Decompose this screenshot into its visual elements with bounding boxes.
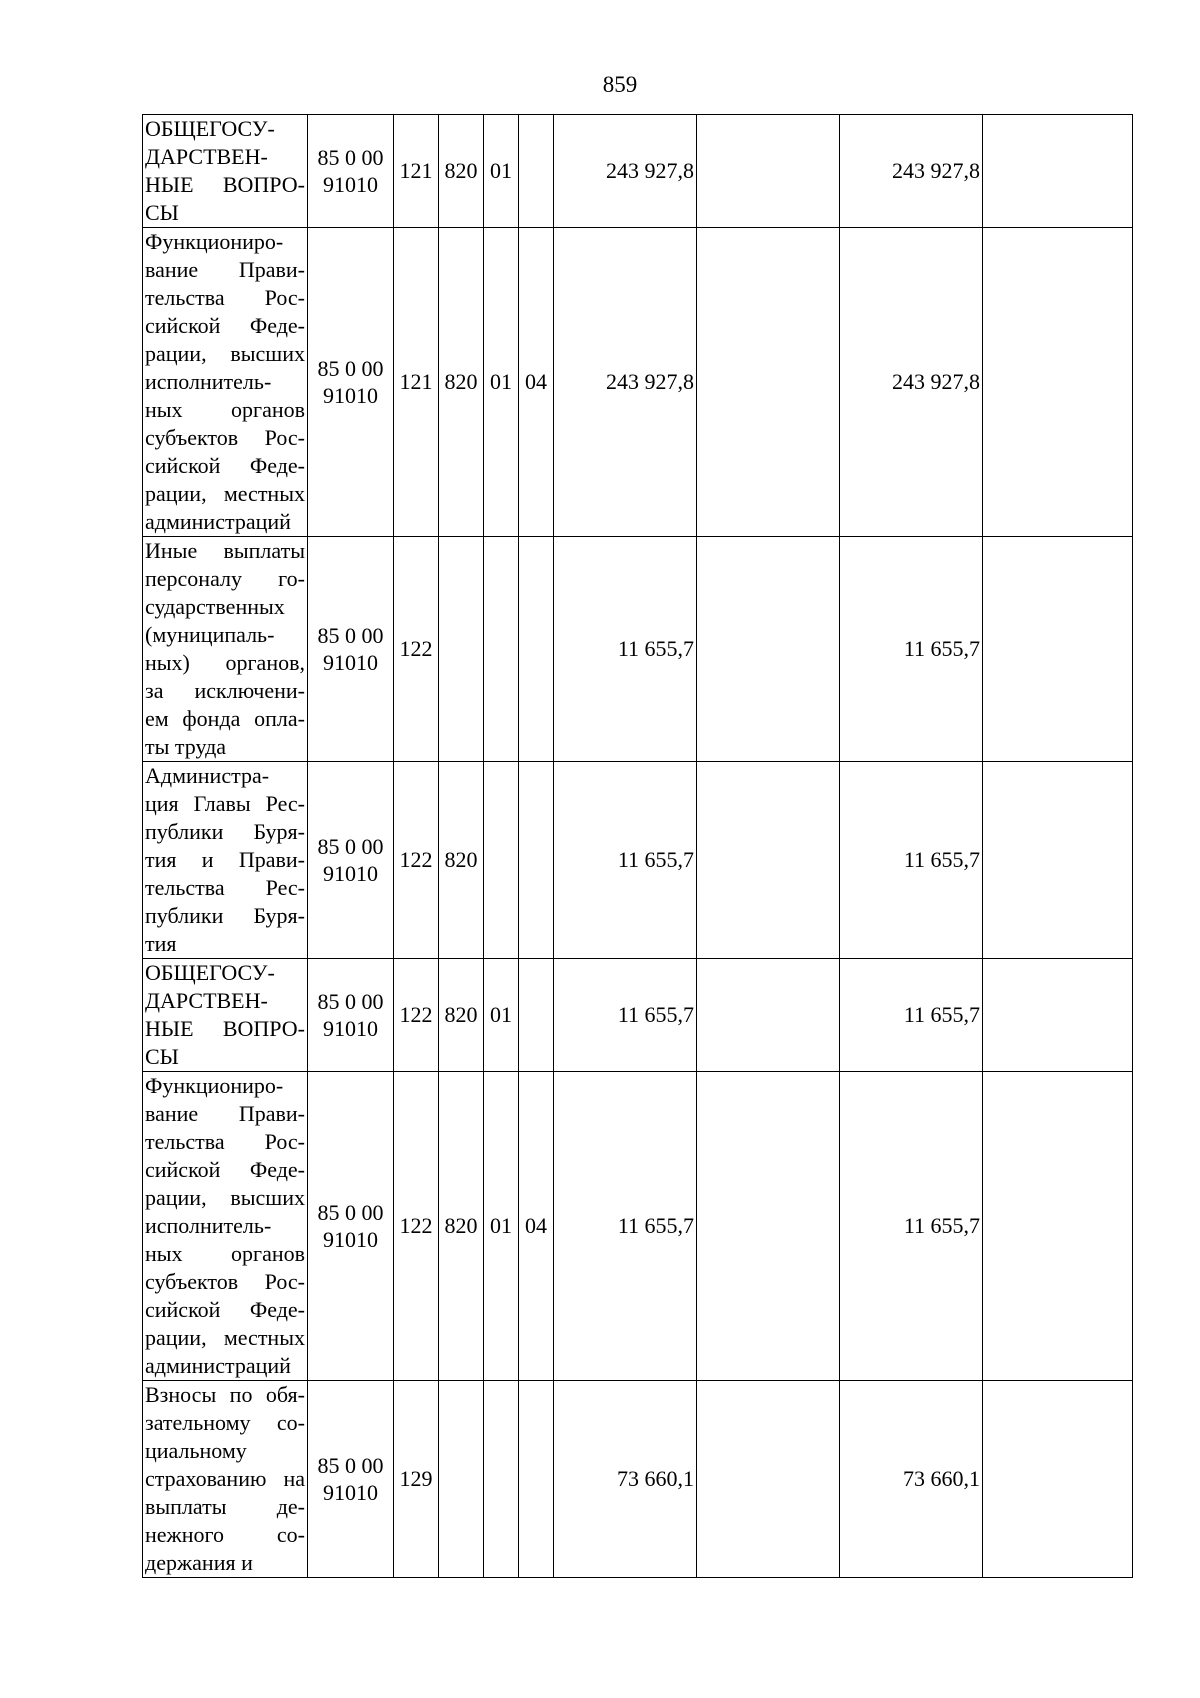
name-line: персоналу го- [145,566,305,591]
csr-line: 85 0 00 [317,623,384,648]
name-line: рации, высших [145,341,305,366]
name-line: тельства Рос- [145,285,305,310]
cell-sum1: 11 655,7 [554,762,697,959]
csr-line: 85 0 00 [317,145,384,170]
cell-grbs: 820 [439,1072,484,1381]
name-line: НЫЕ ВОПРО- [145,172,305,197]
name-line: НЫЕ ВОПРО- [145,1016,305,1041]
cell-csr [308,1072,394,1381]
name-line: исполнитель- [145,1213,272,1238]
cell-sum2 [697,115,840,228]
cell-grbs [439,1381,484,1578]
csr-line: 91010 [323,861,378,886]
cell-vr: 122 [394,959,439,1072]
cell-sum2 [697,1381,840,1578]
cell-sum3: 73 660,1 [840,1381,983,1578]
budget-table [142,114,1133,1578]
cell-name [143,1072,308,1381]
cell-sum4 [983,115,1133,228]
csr-line: 91010 [323,1016,378,1041]
name-line: субъектов Рос- [145,425,305,450]
name-line: держания и [145,1550,253,1575]
name-line: сийской Феде- [145,1157,305,1182]
cell-grbs: 820 [439,959,484,1072]
cell-sum2 [697,762,840,959]
cell-pr: 04 [519,1072,554,1381]
cell-rz [484,537,519,762]
cell-rz: 01 [484,1072,519,1381]
name-line: исполнитель- [145,369,272,394]
cell-rz [484,762,519,959]
name-line: тия и Прави- [145,847,305,872]
name-line: тия [145,931,177,956]
cell-vr: 121 [394,228,439,537]
csr-line: 91010 [323,383,378,408]
cell-sum1: 11 655,7 [554,537,697,762]
table-row [143,228,1133,537]
name-line: рации, местных [145,481,305,506]
cell-rz [484,1381,519,1578]
cell-name [143,228,308,537]
name-line: выплаты де- [145,1494,305,1519]
cell-sum1: 11 655,7 [554,1072,697,1381]
cell-sum4 [983,228,1133,537]
name-line: ДАРСТВЕН- [145,144,268,169]
name-line: ДАРСТВЕН- [145,988,268,1013]
cell-name [143,115,308,228]
table-body [143,115,1133,1578]
csr-line: 85 0 00 [317,834,384,859]
cell-sum2 [697,959,840,1072]
name-line: зательному со- [145,1410,305,1435]
cell-rz: 01 [484,228,519,537]
cell-sum3: 11 655,7 [840,537,983,762]
csr-line: 91010 [323,1227,378,1252]
cell-pr [519,115,554,228]
name-line: страхованию на [145,1466,305,1491]
table-row [143,762,1133,959]
cell-sum4 [983,1381,1133,1578]
name-line: сийской Феде- [145,453,305,478]
cell-sum4 [983,1072,1133,1381]
csr-line: 85 0 00 [317,356,384,381]
name-line: тельства Рос- [145,1129,305,1154]
name-line: Функциониро- [145,229,284,254]
csr-line: 91010 [323,172,378,197]
cell-sum2 [697,537,840,762]
name-line: Администра- [145,763,270,788]
name-line: сийской Феде- [145,313,305,338]
table-row [143,959,1133,1072]
cell-csr [308,1381,394,1578]
cell-name [143,1381,308,1578]
table-row [143,537,1133,762]
cell-csr [308,115,394,228]
csr-line: 85 0 00 [317,989,384,1014]
cell-name [143,537,308,762]
name-line: ных органов [145,397,305,422]
cell-sum1: 73 660,1 [554,1381,697,1578]
cell-csr [308,762,394,959]
cell-name [143,959,308,1072]
csr-line: 91010 [323,1480,378,1505]
csr-line: 91010 [323,650,378,675]
cell-pr [519,1381,554,1578]
name-line: нежного со- [145,1522,305,1547]
name-line: за исключени- [145,678,305,703]
name-line: ОБЩЕГОСУ- [145,960,275,985]
cell-vr: 122 [394,1072,439,1381]
name-line: циальному [145,1438,247,1463]
cell-sum2 [697,228,840,537]
name-line: администраций [145,509,291,534]
cell-grbs: 820 [439,762,484,959]
name-line: СЫ [145,200,179,225]
name-line: ты труда [145,734,227,759]
table-row [143,1072,1133,1381]
name-line: Взносы по обя- [145,1382,305,1407]
cell-sum3: 11 655,7 [840,1072,983,1381]
cell-sum3: 11 655,7 [840,959,983,1072]
name-line: (муниципаль- [145,622,275,647]
cell-rz: 01 [484,959,519,1072]
table-row [143,115,1133,228]
name-line: ных) органов, [145,650,305,675]
cell-sum2 [697,1072,840,1381]
cell-pr [519,762,554,959]
cell-sum4 [983,537,1133,762]
cell-sum1: 11 655,7 [554,959,697,1072]
cell-sum3: 243 927,8 [840,228,983,537]
name-line: Функциониро- [145,1073,284,1098]
name-line: ных органов [145,1241,305,1266]
name-line: Иные выплаты [145,538,305,563]
cell-pr [519,959,554,1072]
name-line: субъектов Рос- [145,1269,305,1294]
name-line: публики Буря- [145,903,305,928]
cell-vr: 122 [394,537,439,762]
cell-sum1: 243 927,8 [554,115,697,228]
cell-sum3: 11 655,7 [840,762,983,959]
name-line: СЫ [145,1044,179,1069]
cell-sum4 [983,762,1133,959]
cell-grbs: 820 [439,115,484,228]
name-line: рации, местных [145,1325,305,1350]
name-line: сударственных [145,594,285,619]
cell-pr: 04 [519,228,554,537]
name-line: публики Буря- [145,819,305,844]
cell-name [143,762,308,959]
cell-grbs [439,537,484,762]
cell-sum1: 243 927,8 [554,228,697,537]
page-number: 859 [602,72,638,97]
cell-rz: 01 [484,115,519,228]
name-line: вание Прави- [145,1101,305,1126]
name-line: тельства Рес- [145,875,305,900]
name-line: рации, высших [145,1185,305,1210]
cell-vr: 121 [394,115,439,228]
name-line: администраций [145,1353,291,1378]
cell-csr [308,537,394,762]
csr-line: 85 0 00 [317,1200,384,1225]
name-line: ция Главы Рес- [145,791,305,816]
cell-sum4 [983,959,1133,1072]
cell-grbs: 820 [439,228,484,537]
name-line: ем фонда опла- [145,706,305,731]
name-line: сийской Феде- [145,1297,305,1322]
csr-line: 85 0 00 [317,1453,384,1478]
cell-vr: 129 [394,1381,439,1578]
cell-pr [519,537,554,762]
cell-csr [308,959,394,1072]
cell-sum3: 243 927,8 [840,115,983,228]
name-line: ОБЩЕГОСУ- [145,116,275,141]
cell-csr [308,228,394,537]
name-line: вание Прави- [145,257,305,282]
table-row [143,1381,1133,1578]
cell-vr: 122 [394,762,439,959]
